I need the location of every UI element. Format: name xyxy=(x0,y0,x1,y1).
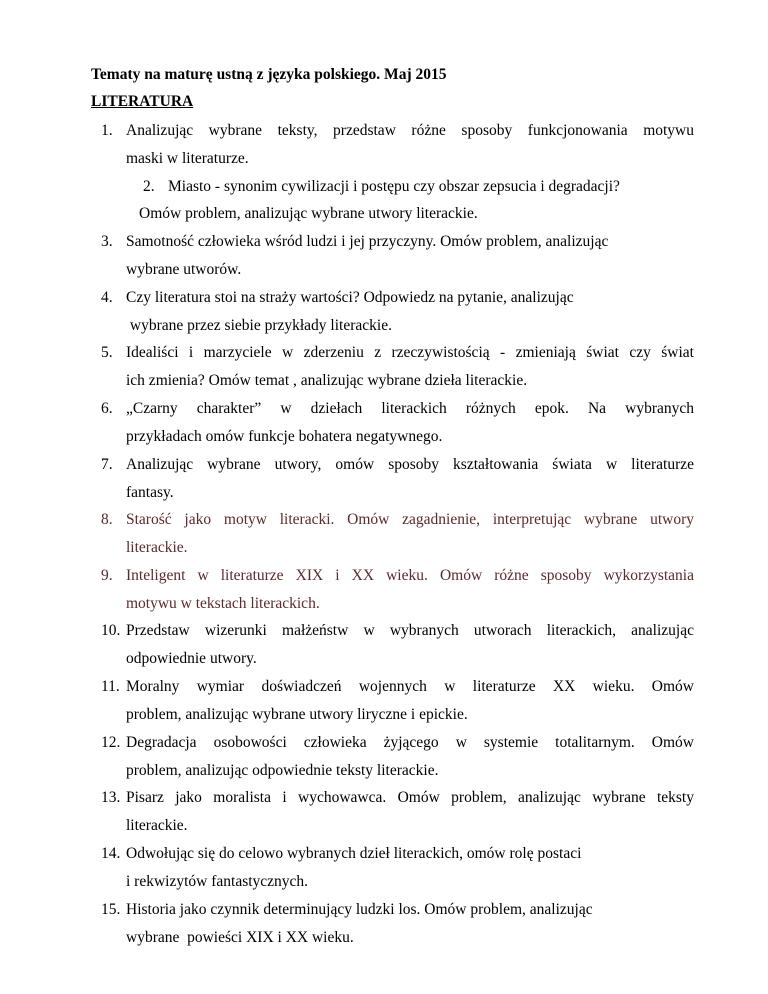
item-number: 6. xyxy=(101,400,113,417)
item-number: 7. xyxy=(101,456,113,473)
item-text-line: odpowiednie utwory. xyxy=(126,650,257,667)
item-text-line: przykładach omów funkcje bohatera negatywnego. xyxy=(126,428,443,445)
section-heading: LITERATURA xyxy=(91,93,194,110)
item-text-line: Analizując wybrane teksty, przedstaw różne sposoby funkcjonowania motywu xyxy=(126,122,694,139)
item-number: 3. xyxy=(101,233,113,250)
item-number: 14. xyxy=(101,845,121,862)
item-text-line: Samotność człowieka wśród ludzi i jej przyczyny. Omów problem, analizując xyxy=(126,233,609,250)
item-text-line: problem, analizując odpowiednie teksty literackie. xyxy=(126,762,439,779)
item-text-line: Starość jako motyw literacki. Omów zagadnienie, interpretując wybrane utwory xyxy=(126,511,694,528)
item-text-line: maski w literaturze. xyxy=(126,150,249,167)
item-number: 8. xyxy=(101,511,113,528)
item-text-line: wybrane powieści XIX i XX wieku. xyxy=(126,929,354,946)
item-text-line: Idealiści i marzyciele w zderzeniu z rzeczywistością - zmieniają świat czy świat xyxy=(126,344,694,361)
item-number: 13. xyxy=(101,789,121,806)
item-text-line: wybrane utworów. xyxy=(126,261,242,278)
item-text-line: Pisarz jako moralista i wychowawca. Omów problem, analizując wybrane teksty xyxy=(126,789,694,806)
item-text-line: i rekwizytów fantastycznych. xyxy=(126,873,309,890)
item-text-line: Omów problem, analizując wybrane utwory literackie. xyxy=(139,205,478,222)
item-text-line: Analizując wybrane utwory, omów sposoby kształtowania świata w literaturze xyxy=(126,456,694,473)
item-text-line: Degradacja osobowości człowieka żyjącego w systemie totalitarnym. Omów xyxy=(126,734,694,751)
item-text-line: Odwołując się do celowo wybranych dzieł literackich, omów rolę postaci xyxy=(126,845,582,862)
item-text-line: wybrane przez siebie przykłady literackie. xyxy=(126,317,392,334)
item-text-line: Moralny wymiar doświadczeń wojennych w literaturze XX wieku. Omów xyxy=(126,678,694,695)
item-text-line: Przedstaw wizerunki małżeństw w wybranych utworach literackich, analizując xyxy=(126,622,694,639)
document-title: Tematy na maturę ustną z języka polskiego. Maj 2015 xyxy=(91,66,447,83)
item-number: 4. xyxy=(101,289,113,306)
item-text-line: Miasto - synonim cywilizacji i postępu czy obszar zepsucia i degradacji? xyxy=(168,178,620,195)
item-text-line: ich zmienia? Omów temat , analizując wybrane dzieła literackie. xyxy=(126,372,528,389)
item-number: 2. xyxy=(143,178,155,195)
item-number: 12. xyxy=(101,734,121,751)
item-text-line: Inteligent w literaturze XIX i XX wieku. Omów różne sposoby wykorzystania xyxy=(126,567,694,584)
item-number: 10. xyxy=(101,622,121,639)
item-number: 5. xyxy=(101,344,113,361)
item-number: 9. xyxy=(101,567,113,584)
item-text-line: literackie. xyxy=(126,817,188,834)
item-text-line: motywu w tekstach literackich. xyxy=(126,595,320,612)
item-text-line: „Czarny charakter” w dziełach literackich różnych epok. Na wybranych xyxy=(126,400,694,417)
item-text-line: Czy literatura stoi na straży wartości? Odpowiedz na pytanie, analizując xyxy=(126,289,574,306)
item-text-line: literackie. xyxy=(126,539,188,556)
item-number: 1. xyxy=(101,122,113,139)
item-number: 11. xyxy=(101,678,120,695)
item-text-line: problem, analizując wybrane utwory liryczne i epickie. xyxy=(126,706,468,723)
item-text-line: Historia jako czynnik determinujący ludzki los. Omów problem, analizując xyxy=(126,901,593,918)
item-text-line: fantasy. xyxy=(126,484,174,501)
item-number: 15. xyxy=(101,901,121,918)
